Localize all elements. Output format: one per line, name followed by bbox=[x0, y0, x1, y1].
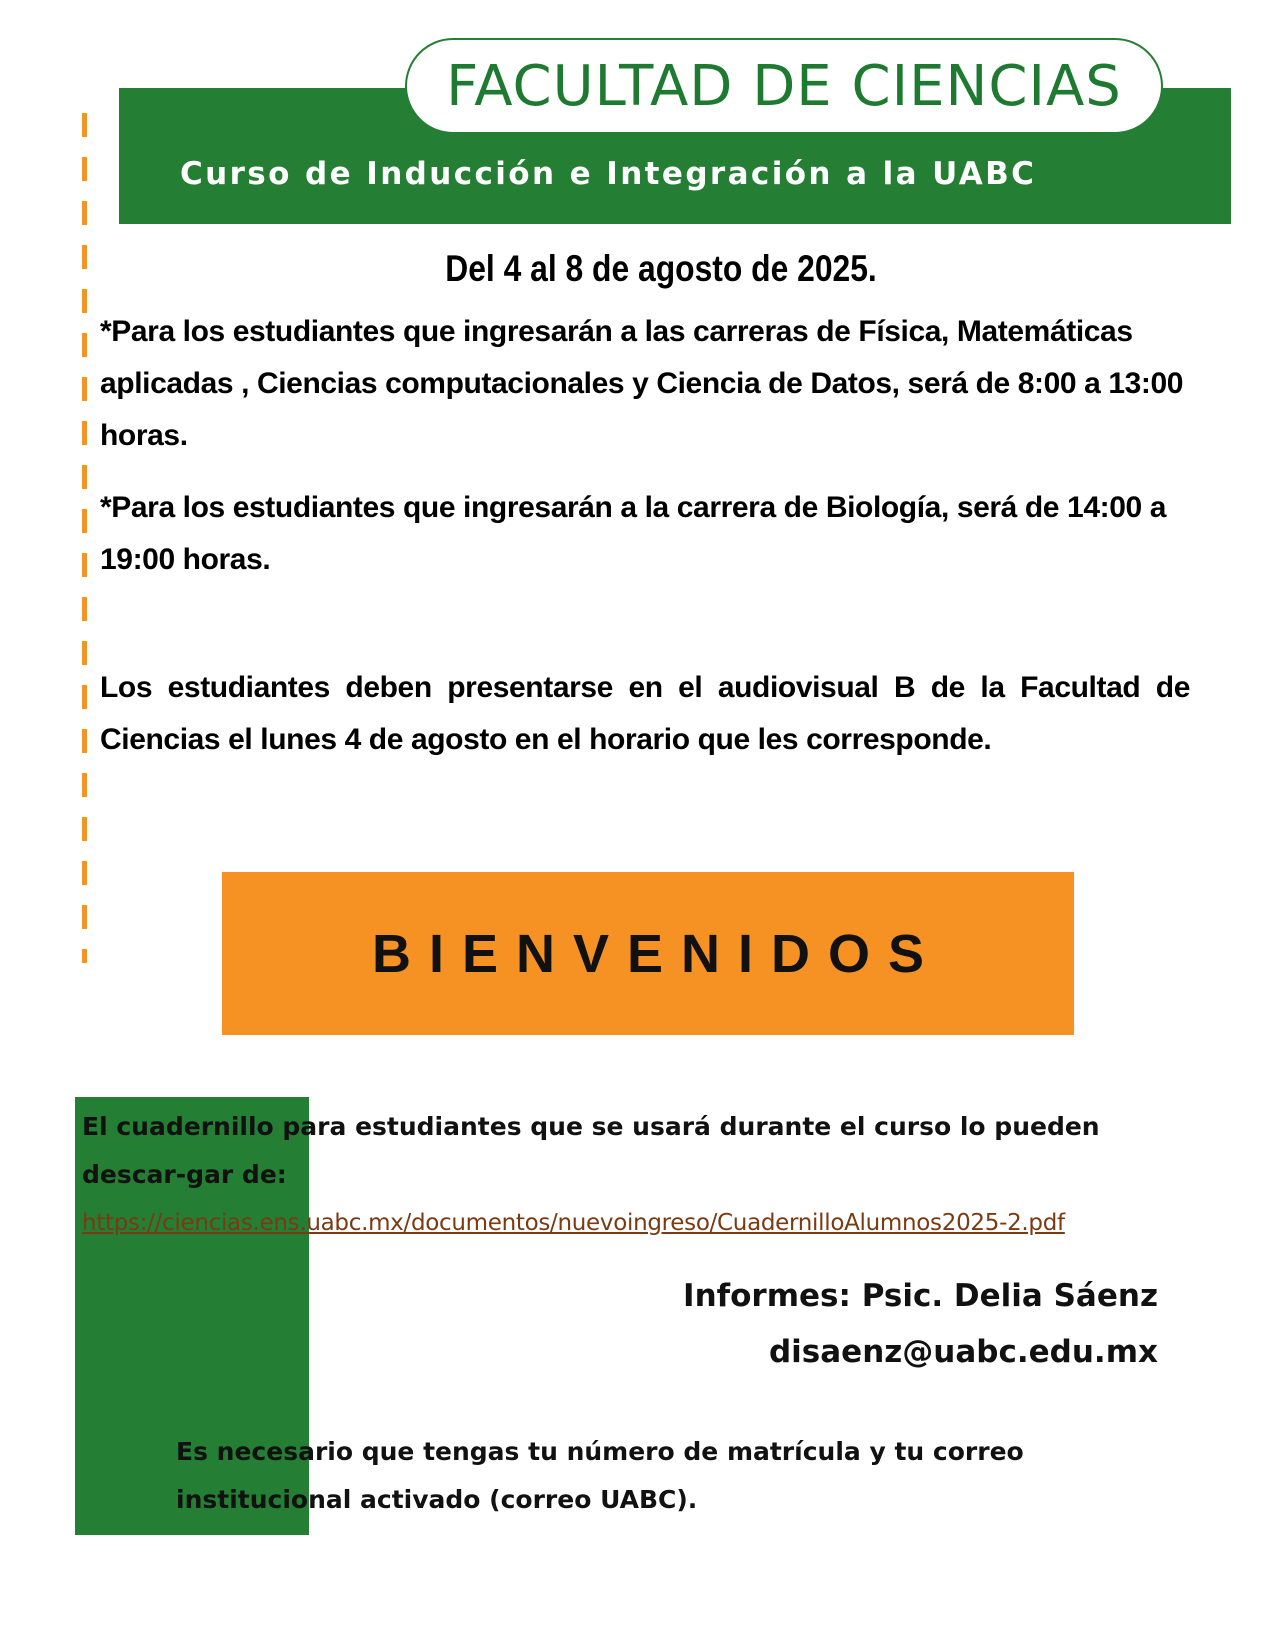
date-line: Del 4 al 8 de agosto de 2025. bbox=[445, 248, 877, 289]
schedule-paragraph-2 bbox=[100, 482, 1190, 586]
schedule-2-suffix: , será de 14:00 a 19:00 horas. bbox=[100, 491, 1166, 576]
schedule-1-comma: , bbox=[941, 315, 957, 348]
career-fisica: Física bbox=[858, 315, 942, 348]
schedule-1-y: y bbox=[624, 367, 657, 400]
schedule-paragraph-1 bbox=[100, 306, 1190, 462]
career-matematicas: Matemáticas aplicadas bbox=[100, 315, 1133, 400]
booklet-link[interactable]: https://ciencias.ens.uabc.mx/documentos/nuevoingreso/CuadernilloAlumnos2025-2.pdf bbox=[82, 1210, 1065, 1236]
contact-name: Informes: Psic. Delia Sáenz bbox=[683, 1278, 1158, 1314]
page-subtitle: Curso de Inducción e Integración a la UABC bbox=[180, 156, 1037, 192]
career-computacionales: Ciencias computacionales bbox=[256, 367, 625, 400]
contact-email: disaenz@uabc.edu.mx bbox=[768, 1334, 1158, 1370]
welcome-text: BIENVENIDOS bbox=[371, 923, 943, 984]
contact-info bbox=[683, 1268, 1158, 1380]
page-title: FACULTAD DE CIENCIAS bbox=[446, 53, 1122, 119]
dashed-divider bbox=[82, 113, 87, 963]
schedule-2-prefix: *Para los estudiantes que ingresarán a la carrera de bbox=[100, 491, 826, 524]
title-pill bbox=[405, 38, 1163, 134]
welcome-banner bbox=[222, 872, 1074, 1035]
booklet-text: El cuadernillo para estudiantes que se usará durante el curso lo pueden descar-gar de: bbox=[82, 1112, 1100, 1189]
schedule-1-comma-2: , bbox=[233, 367, 257, 400]
schedule-1-suffix: , será de 8:00 a 13:00 horas. bbox=[100, 367, 1184, 452]
attendance-paragraph: Los estudiantes deben presentarse en el audiovisual B de la Facultad de Ciencias el lunes 4 de agosto en el horario que les corresponde. bbox=[100, 671, 1190, 756]
career-biologia: Biología bbox=[825, 491, 941, 524]
schedule-1-prefix: *Para los estudiantes que ingresarán a las carreras de bbox=[100, 315, 859, 348]
career-datos: Ciencia de Datos bbox=[656, 367, 892, 400]
requirement-note: Es necesario que tengas tu número de matrícula y tu correo institucional activado (correo UABC). bbox=[176, 1437, 1024, 1514]
